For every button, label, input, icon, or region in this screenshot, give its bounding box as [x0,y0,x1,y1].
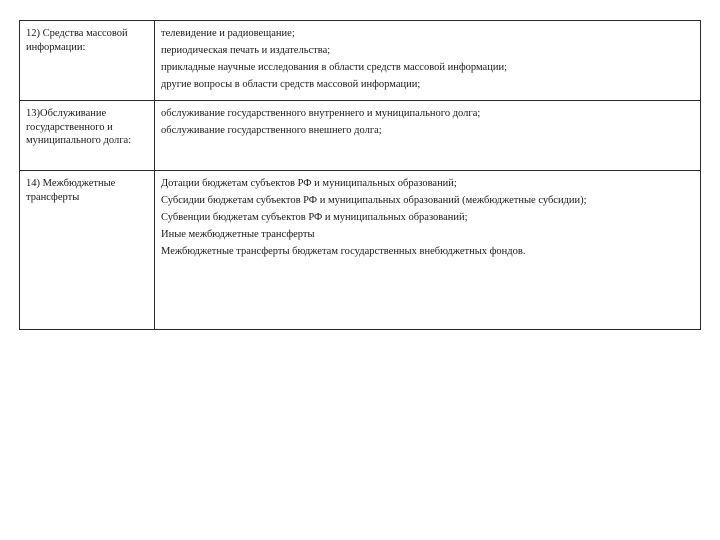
budget-classification-table [19,20,701,330]
list-item: Дотации бюджетам субъектов РФ и муниципальных образований; [161,178,457,189]
category-cell: 12) Средства массовой информации: [20,21,155,101]
list-item: Субвенции бюджетам субъектов РФ и муниципальных образований; [161,212,468,223]
list-item: обслуживание государственного внешнего долга; [161,125,382,136]
items-cell [155,171,701,330]
items-cell [155,21,701,101]
category-cell: 13)Обслуживание государственного и муниципального долга: [20,101,155,171]
list-item: другие вопросы в области средств массовой информации; [161,79,421,90]
list-item: обслуживание государственного внутреннего и муниципального долга; [161,108,481,119]
category-cell: 14) Межбюджетные трансферты [20,171,155,330]
list-item: прикладные научные исследования в области средств массовой информации; [161,62,507,73]
list-item: периодическая печать и издательства; [161,45,331,56]
list-item: Межбюджетные трансферты бюджетам государственных внебюджетных фондов. [161,246,526,257]
items-cell [155,101,701,171]
table-row [20,21,701,101]
list-item: телевидение и радиовещание; [161,28,295,39]
table-row [20,171,701,330]
list-item: Субсидии бюджетам субъектов РФ и муниципальных образований (межбюджетные субсидии); [161,195,587,206]
table-row [20,101,701,171]
list-item: Иные межбюджетные трансферты [161,229,315,240]
